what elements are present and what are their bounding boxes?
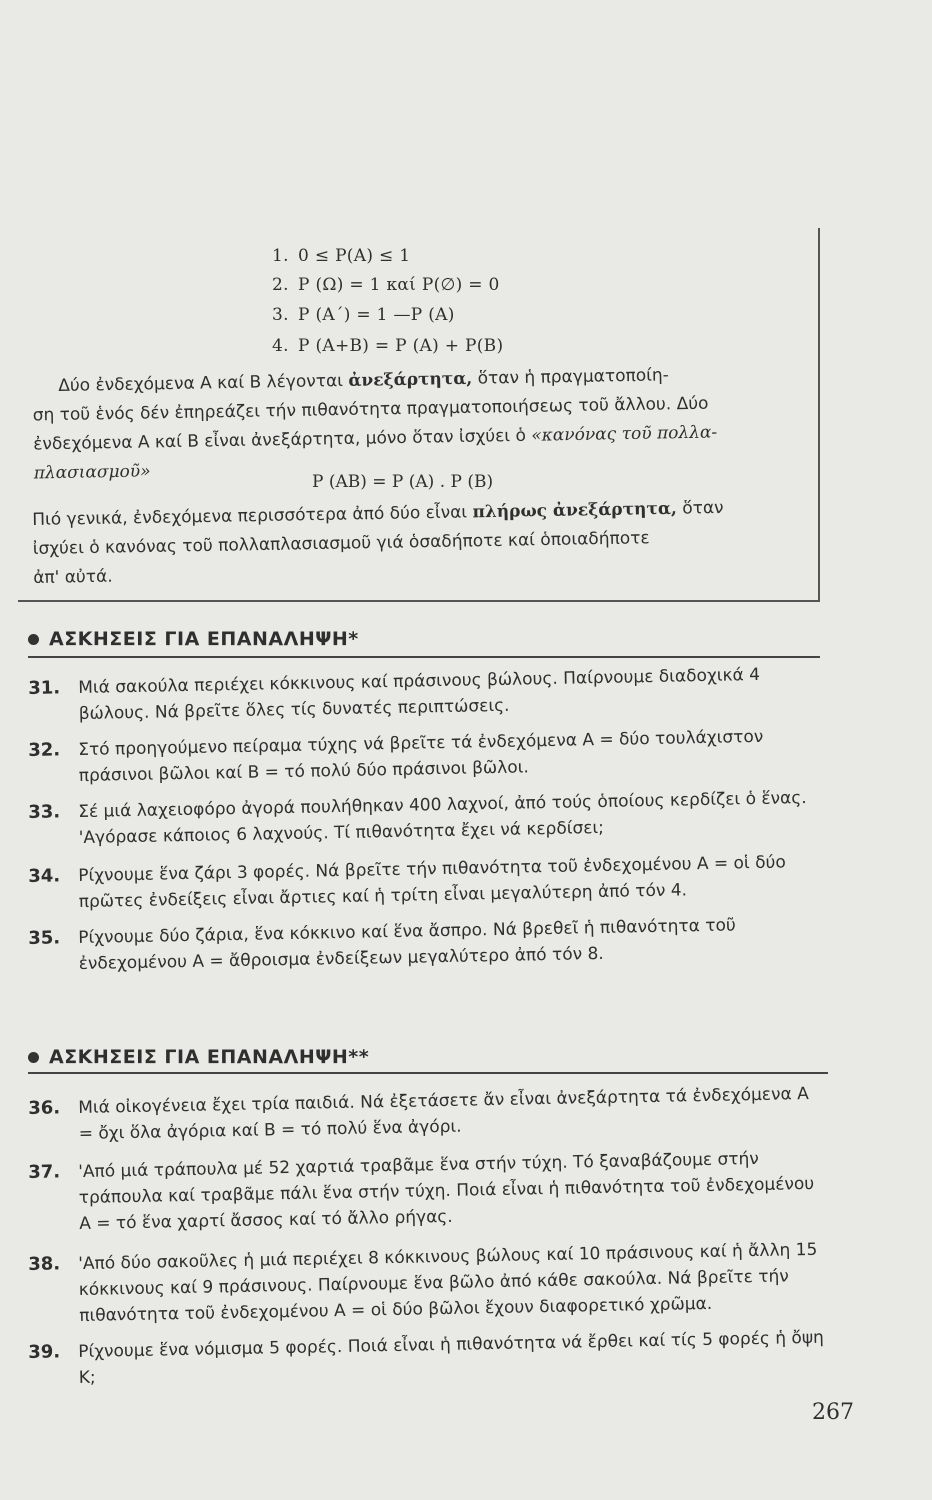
formula-4 [272, 336, 503, 356]
exercise-text: Σέ μιά λαχειοφόρο ἀγορά πουλήθηκαν 400 λαχνοί, ἀπό τούς ὁποίους κερδίζει ὁ ἕνας. 'Αγόρασε κάποιος 6 λαχνούς. Τί πιθανότητα ἔχει νά κερδίσει; [78, 788, 807, 849]
prose-line: ἀπ' αὐτά. [33, 566, 113, 588]
exercise-32 [28, 723, 829, 790]
term-fully-independent: πλήρως ἀνεξάρτητα, [472, 498, 678, 523]
section-title: ΑΣΚΗΣΕΙΣ ΓΙΑ ΕΠΑΝΑΛΗΨΗ* [49, 628, 359, 650]
prose-text: ὅταν ἡ πραγματοποίη- [477, 365, 669, 389]
term-independent: ἀνεξάρτητα, [348, 368, 473, 391]
multiplication-rule-term-end: πλασιασμοῦ» [33, 461, 151, 484]
exercise-text: Ρίχνουμε ἕνα νόμισμα 5 φορές. Ποιά εἶναι ἡ πιθανότητα νά ἔρθει καί τίς 5 φορές ἡ ὄψη Κ; [78, 1327, 825, 1389]
exercise-31 [28, 661, 829, 728]
prose-line: ση τοῦ ἑνός δέν ἐπηρεάζει τήν πιθανότητα πραγματοποιήσεως τοῦ ἄλλου. Δύο [32, 393, 709, 426]
formula-text: P (A΄) = 1 —P (A) [298, 305, 455, 325]
formula-text: 0 ≤ P(A) ≤ 1 [298, 246, 411, 266]
formula-number: 4. [272, 336, 289, 356]
page-number: 267 [812, 1400, 854, 1425]
exercise-text: Μιά σακούλα περιέχει κόκκινους καί πράσινους βώλους. Παίρνουμε διαδοχικά 4 βώλους. Νά βρεῖτε ὅλες τίς δυνατές περιπτώσεις. [78, 664, 761, 725]
formula-2 [272, 275, 500, 295]
exercise-number: 37. [28, 1161, 61, 1183]
exercise-number: 36. [28, 1097, 61, 1119]
prose-text: ἐνδεχόμενα Α καί Β εἶναι ἀνεξάρτητα, μόνο ὅταν ἰσχύει ὁ [33, 425, 527, 455]
general-independence [32, 493, 793, 593]
bullet-icon [28, 1052, 39, 1063]
exercise-38 [28, 1237, 829, 1330]
prose-text: Δύο ἐνδεχόμενα Α καί Β λέγονται [58, 371, 344, 396]
section-rule [28, 656, 820, 658]
prose-text: Πιό γενικά, ἐνδεχόμενα περισσότερα ἀπό δύο εἶναι [32, 502, 468, 530]
prose-text: ὅταν [682, 497, 724, 519]
section-heading-2 [28, 1046, 828, 1068]
formula-text: P (Ω) = 1 καί P(∅) = 0 [298, 275, 500, 295]
section-heading-1 [28, 628, 828, 650]
independence-definition [32, 359, 820, 488]
formula-text: P (A+B) = P (A) + P(B) [298, 336, 504, 356]
formula-number: 2. [272, 275, 289, 295]
formula-number: 1. [272, 246, 289, 266]
exercise-34 [28, 849, 829, 916]
exercise-text: Μιά οἰκογένεια ἔχει τρία παιδιά. Νά ἐξετάσετε ἄν εἶναι ἀνεξάρτητα τά ἐνδεχόμενα Α = ὄχι ὅλα ἀγόρια καί Β = τό πολύ ἕνα ἀγόρι. [78, 1084, 809, 1145]
formula-1 [272, 246, 410, 266]
exercise-35 [28, 911, 829, 978]
formula-3 [272, 305, 455, 325]
section-rule [28, 1072, 828, 1074]
exercise-text: Ρίχνουμε ἕνα ζάρι 3 φορές. Νά βρεῖτε τήν πιθανότητα τοῦ ἐνδεχομένου Α = οἱ δύο πρῶτες ἐνδείξεις εἶναι ἄρτιες καί ἡ τρίτη εἶναι μεγαλύτερη ἀπό τόν 4. [78, 852, 786, 913]
section-title: ΑΣΚΗΣΕΙΣ ΓΙΑ ΕΠΑΝΑΛΗΨΗ** [49, 1046, 370, 1068]
exercise-number: 39. [28, 1341, 61, 1363]
exercise-text: 'Από μιά τράπουλα μέ 52 χαρτιά τραβᾶμε ἕνα στήν τύχη. Τό ξαναβάζουμε στήν τράπουλα καί τραβᾶμε πάλι ἕνα στήν τύχη. Ποιά εἶναι ἡ πιθανότητα τοῦ ἐνδεχομένου Α = τό ἕνα χαρτί ἄσσος καί τό ἄλλο ρήγας. [78, 1148, 815, 1235]
bullet-icon [28, 634, 39, 645]
exercise-number: 32. [28, 739, 61, 761]
prose-line: ἰσχύει ὁ κανόνας τοῦ πολλαπλασιασμοῦ γιά ὁσαδήποτε καί ὁποιαδήποτε [32, 528, 650, 559]
exercise-text: 'Από δύο σακοῦλες ἡ μιά περιέχει 8 κόκκινους βώλους καί 10 πράσινους καί ἡ ἄλλη 15 κόκκινους καί 9 πράσινους. Παίρνουμε ἕνα βῶλο ἀπό κάθε σακούλα. Νά βρεῖτε τήν πιθανότητα τοῦ ἐνδεχομένου Α = οἱ δύο βῶλοι ἔχουν διαφορετικό χρῶμα. [78, 1239, 818, 1327]
exercise-37 [28, 1145, 829, 1238]
exercise-number: 33. [28, 801, 61, 823]
product-formula: P (AB) = P (A) . P (B) [312, 472, 494, 492]
exercise-text: Ρίχνουμε δύο ζάρια, ἕνα κόκκινο καί ἕνα ἄσπρο. Νά βρεθεῖ ἡ πιθανότητα τοῦ ἐνδεχομένου Α = ἄθροισμα ἐνδείξεων μεγαλύτερο ἀπό τόν 8. [78, 915, 736, 975]
multiplication-rule-term: «κανόνας τοῦ πολλα- [531, 422, 718, 446]
exercise-39 [28, 1325, 829, 1392]
exercise-number: 34. [28, 865, 61, 887]
exercise-number: 31. [28, 677, 61, 699]
formula-number: 3. [272, 305, 289, 325]
exercise-text: Στό προηγούμενο πείραμα τύχης νά βρεῖτε τά ἐνδεχόμενα Α = δύο τουλάχιστον πράσινοι βῶλοι καί Β = τό πολύ δύο πράσινοι βῶλοι. [78, 726, 764, 787]
exercise-number: 35. [28, 927, 61, 949]
exercise-36 [28, 1081, 829, 1148]
exercise-33 [28, 785, 829, 852]
exercise-number: 38. [28, 1253, 61, 1275]
